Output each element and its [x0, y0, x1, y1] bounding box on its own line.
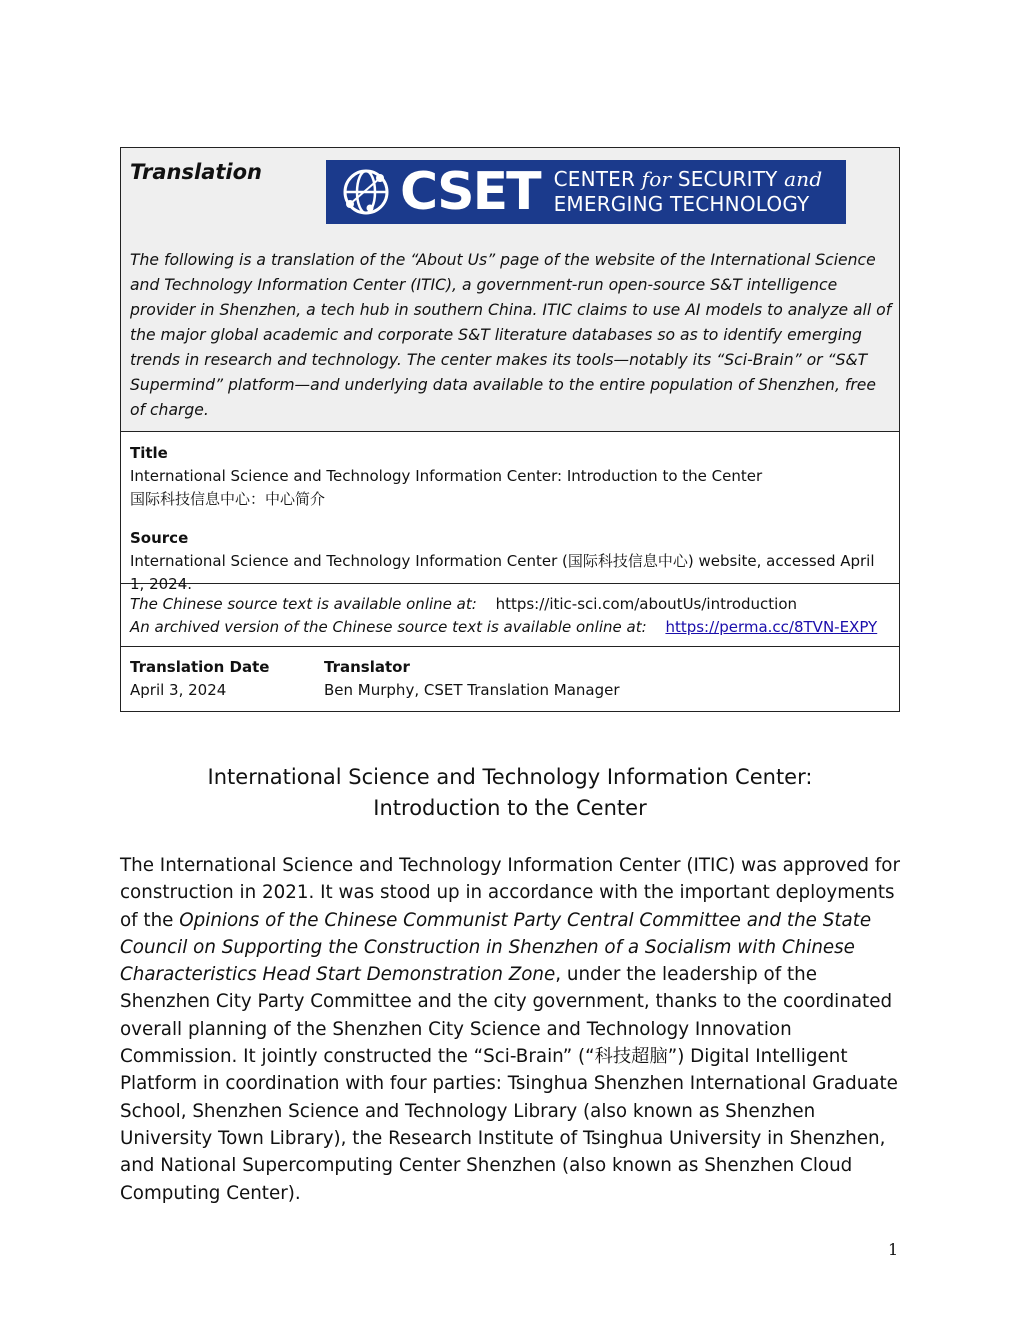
- title-chinese: 国际科技信息中心：中心简介: [130, 490, 326, 508]
- source-url: https://itic-sci.com/aboutUs/introduction: [495, 595, 797, 613]
- document-title: International Science and Technology Information Center: Introduction to the Center: [207, 765, 813, 820]
- archive-link-row: [130, 616, 890, 639]
- translator-label: Translator: [324, 658, 410, 676]
- archive-link[interactable]: https://perma.cc/8TVN-EXPY: [665, 618, 878, 636]
- source-link-row: [130, 593, 890, 616]
- source-label: Source: [130, 529, 189, 547]
- translation-info-cell: [121, 647, 899, 711]
- title-label: Title: [130, 444, 168, 462]
- translation-date-value: April 3, 2024: [130, 681, 227, 699]
- cset-logo: [326, 160, 846, 224]
- page-number: 1: [888, 1240, 899, 1259]
- logo-wordmark: CSET: [400, 162, 540, 222]
- translator-value: Ben Murphy, CSET Translation Manager: [324, 681, 620, 699]
- links-cell: [121, 584, 899, 647]
- translation-cell: [121, 148, 899, 432]
- globe-network-icon: [340, 166, 392, 218]
- header-table: [120, 147, 900, 712]
- logo-subtitle: CENTER for SECURITY and EMERGING TECHNOLOGY: [553, 167, 823, 216]
- translation-date-label: Translation Date: [130, 658, 270, 676]
- source-link-label: The Chinese source text is available online at:: [130, 595, 477, 613]
- archive-link-label: An archived version of the Chinese source text is available online at:: [130, 618, 647, 636]
- translation-label: Translation: [130, 160, 262, 184]
- title-english: International Science and Technology Information Center: Introduction to the Center: [130, 467, 763, 485]
- translation-description: The following is a translation of the “About Us” page of the website of the International Science and Technology Information Center (ITIC), a government-run open-source S&T intelligence provider in Shenzhen, a tech hub in southern China. ITIC claims to use AI models to analyze all of the major global academic and corporate S&T literature databases so as to identify emerging trends in research and technology. The center makes its tools—notably its “Sci-Brain” or “S&T Supermind” platform—and underlying data available to the entire population of Shenzhen, free of charge.: [130, 251, 892, 419]
- opinions-document-title: Opinions of the Chinese Communist Party Central Committee and the State Council on Supporting the Construction in Shenzhen of a Socialism with Chinese Characteristics Head Start Demonstration Zone: [120, 909, 872, 986]
- body-paragraph: The International Science and Technology Information Center (ITIC) was approved for construction in 2021. It was stood up in accordance with the important deployments of the Opinions of the Chinese Communist Party Central Committee and the State Council on Supporting the Construction in Shenzhen of a Socialism with Chinese Characteristics Head Start Demonstration Zone, under the leadership of the Shenzhen City Party Committee and the city government, thanks to the coordinated overall planning of the Shenzhen City Science and Technology Innovation Commission. It jointly constructed the “Sci-Brain” (“科技超脑”) Digital Intelligent Platform in coordination with four parties: Tsinghua Shenzhen International Graduate School, Shenzhen Science and Technology Library (also known as Shenzhen University Town Library), the Research Institute of Tsinghua University in Shenzhen, and National Supercomputing Center Shenzhen (also known as Shenzhen Cloud Computing Center).: [120, 855, 900, 1204]
- source-text: International Science and Technology Information Center (国际科技信息中心) website, accessed April 1, 2024.: [130, 552, 875, 593]
- meta-cell: [121, 432, 899, 593]
